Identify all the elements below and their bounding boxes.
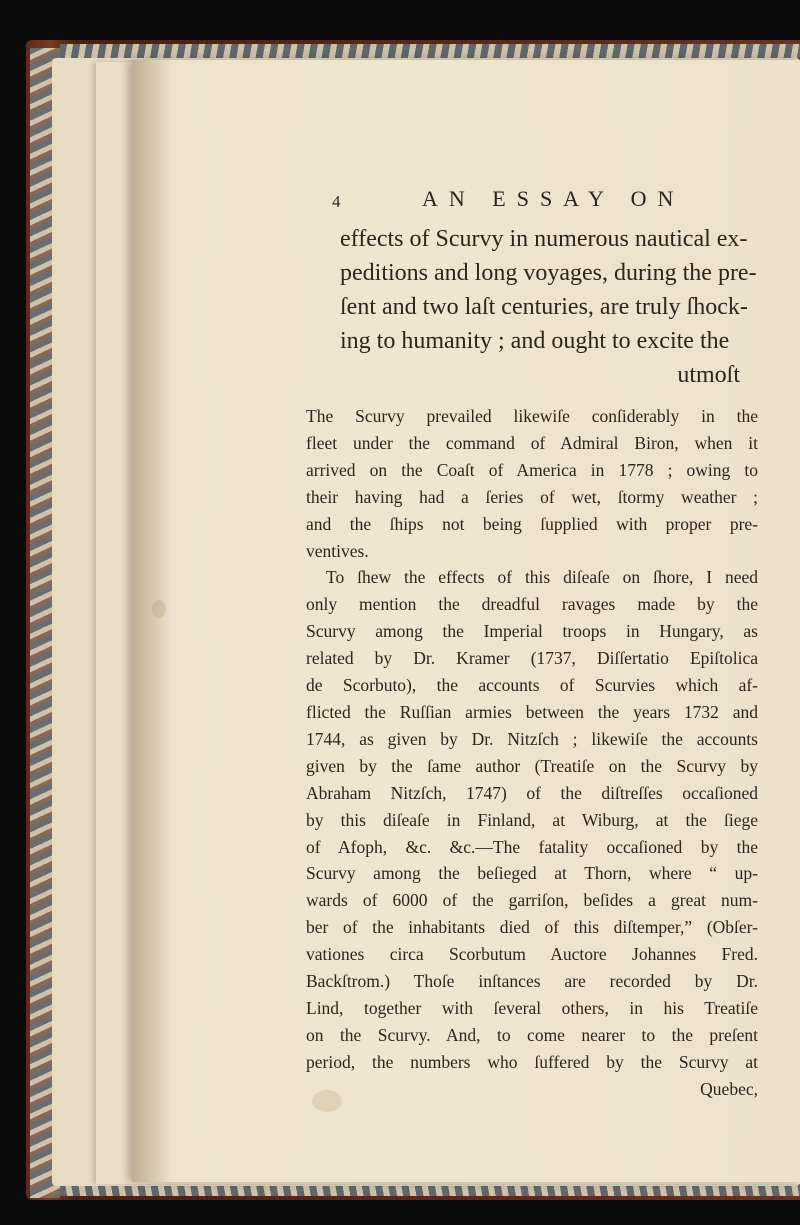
note-line: wards of 6000 of the garriſon, beſides a great num- [306, 890, 758, 911]
note-line: period, the numbers who ſuffered by the Scurvy at [306, 1051, 758, 1072]
note-line: flicted the Ruſſian armies between the years 1732 and [306, 701, 758, 722]
note-line: Scurvy among the Imperial troops in Hungary, as [306, 621, 758, 642]
note-line: 1744, as given by Dr. Nitzſch ; likewiſe the accounts [306, 728, 758, 749]
page-header [332, 186, 772, 216]
note-line: on the Scurvy. And, to come nearer to the preſent [306, 1024, 758, 1045]
text-line: ing to humanity ; and ought to excite the [340, 328, 730, 354]
text-line: peditions and long voyages, during the pre- [340, 260, 757, 286]
text-line: ſent and two laſt centuries, are truly ſhock- [340, 294, 748, 320]
note-line: vationes circa Scorbutum Auctore Johannes Fred. [306, 944, 758, 965]
note-line: only mention the dreadful ravages made by the [306, 594, 758, 615]
note-line: arrived on the Coaſt of America in 1778 ; owing to [306, 459, 758, 480]
main-text [340, 222, 757, 392]
note-line: given by the ſame author (Treatiſe on the Scurvy by [306, 755, 758, 776]
note-line: by this diſeaſe in Finland, at Wiburg, at the ſiege [306, 809, 758, 830]
marbled-endpaper-top [60, 44, 800, 58]
note-line: related by Dr. Kramer (1737, Diſſertatio Epiſtolica [306, 648, 758, 669]
catchword: utmoſt [677, 362, 740, 388]
note-line: ber of the inhabitants died of this diſtemper,” (Obſer- [306, 917, 758, 938]
note-line: of Afoph, &c. &c.—The fatality occaſioned by the [306, 836, 758, 857]
text-line: effects of Scurvy in numerous nautical ex- [340, 226, 748, 252]
note-line: The Scurvy prevailed likewiſe conſiderably in the [306, 406, 758, 426]
note-line: Lind, together with ſeveral others, in his Treatiſe [306, 997, 758, 1018]
note-line: Scurvy among the beſieged at Thorn, where “ up- [306, 863, 758, 884]
running-head: AN ESSAY ON [422, 186, 685, 211]
note-line: their having had a ſeries of wet, ſtormy weather ; [306, 486, 758, 507]
note-line: To ſhew the effects of this diſeaſe on ſhore, I need [326, 567, 758, 588]
note-line: de Scorbuto), the accounts of Scurvies which af- [306, 675, 758, 696]
note-line: Backſtrom.) Thoſe inſtances are recorded by Dr. [306, 971, 758, 992]
note-line: and the ſhips not being ſupplied with proper pre- [306, 513, 758, 534]
note-line: ventives. [306, 540, 369, 561]
gutter-shadow [132, 60, 172, 1182]
note-line: Abraham Nitzſch, 1747) of the diſtreſſes occaſioned [306, 782, 758, 803]
catchword: Quebec, [700, 1078, 758, 1099]
page-number: 4 [332, 192, 341, 211]
footnote-text [306, 403, 758, 1103]
note-line: fleet under the command of Admiral Biron, when it [306, 432, 758, 453]
